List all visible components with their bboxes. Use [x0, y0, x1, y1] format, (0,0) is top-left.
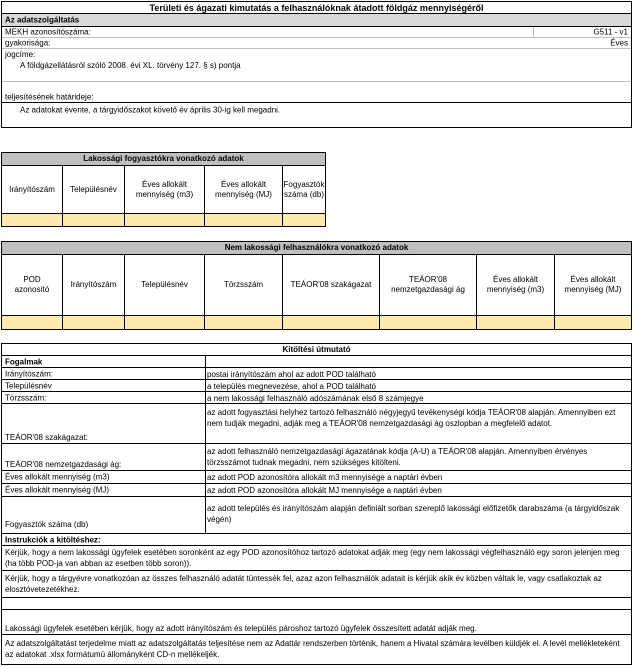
frequency-label: gyakorisága: [5, 38, 51, 48]
input-cell[interactable] [380, 316, 477, 329]
info-section-title: Az adatszolgáltatás [5, 15, 80, 25]
deadline-label: teljesítésének határideje: [5, 92, 94, 102]
instruction-row [2, 635, 631, 664]
concept-term: Törzsszám: [5, 393, 47, 402]
info-section-header [2, 14, 631, 27]
nonresidential-table [1, 241, 632, 330]
concept-desc: az adott POD azonosítóra allokált m3 mennyisége a naptári évben [207, 473, 443, 482]
input-cell[interactable] [2, 316, 63, 329]
concepts-header-row [2, 356, 631, 368]
concept-desc: az adott fogyasztási helyhez tartozó felhasználó négyjegyű tevékenységi kódja TEÁOR'08 alapján. Amennyiben ezt nem tudják megadni, adják meg a TEÁOR'08 nemzetgazdasági ág oszlopban a megfelelő adatot. [207, 408, 616, 428]
col-header-iranyitoszam: Irányítószám [2, 166, 63, 213]
col-header-fogyasztok: Fogyasztók száma (db) [283, 179, 325, 199]
instruction-spacer-row [2, 598, 631, 610]
input-cell[interactable] [283, 316, 380, 329]
instruction-row [2, 610, 631, 635]
instruction-row [2, 546, 631, 571]
mekh-value: G511 - v1 [593, 27, 628, 37]
residential-table [1, 152, 326, 227]
concept-row [2, 380, 631, 392]
concept-row [2, 444, 631, 471]
col-header-iranyitoszam: Irányítószám [63, 255, 125, 315]
instruction-text: Kérjük, hogy a tárgyévre vonatkozóan az összes felhasználó adatát tüntessék fel, azaz azon felhasználók adatait is kérjük akik év közben váltak le, vagy csatlakoztak az elosztóvetezetékhez. [5, 574, 602, 594]
input-cell[interactable] [477, 316, 555, 329]
col-header-telepulesnev: Településnév [125, 255, 205, 315]
instruction-text: Kérjük, hogy a nem lakossági ügyfelek esetében soronként az egy POD azonosítóhoz tartozó adatokat adják meg (egy nem lakossági végfelhasználó egy soron jelenjen meg (ha több POD-ja van abban az esetben több soron)). [5, 548, 620, 568]
col-header-torzsszam: Törzsszám [205, 255, 283, 315]
input-cell[interactable] [2, 214, 63, 226]
concept-row [2, 392, 631, 404]
mekh-label: MEKH azonosítószáma: [5, 27, 91, 37]
col-header-pod: POD azonosító [2, 255, 63, 315]
concepts-header: Fogalmak [5, 357, 43, 366]
nonresidential-input-row [2, 316, 631, 329]
col-header-mj: Éves allokált mennyiség (MJ) [205, 166, 283, 213]
frequency-value: Éves [610, 38, 628, 48]
info-block [1, 1, 632, 128]
concept-term: TEÁOR'08 szakágazat: [5, 433, 88, 442]
nonresidential-title: Nem lakossági felhasználókra vonatkozó adatok [2, 242, 631, 255]
col-header-m3: Éves allokált mennyiség (m3) [125, 166, 205, 213]
legal-label: jogcíme: [5, 50, 36, 59]
nonresidential-header-row [2, 255, 631, 316]
input-cell[interactable] [125, 214, 205, 226]
concept-desc: az adott POD azonosítóra allokált MJ mennyisége a naptári évben [207, 486, 442, 495]
concept-desc: a nem lakossági felhasználó adószámának első 8 számjegye [207, 394, 424, 403]
deadline-value: Az adatokat évente, a tárgyidőszakot követő év április 30-ig kell megadni. [20, 105, 281, 115]
legal-row [2, 49, 631, 82]
concept-row [2, 484, 631, 497]
col-header-mj: Éves allokált mennyiség (MJ) [564, 275, 622, 294]
concept-desc: az adott felhasználó nemzetgazdasági ágazatának kódja (A-U) a TEÁOR'08 alapján. Amennyiben érvényes törzsszámot tudnak megadni, nem szükséges kitölteni. [207, 447, 588, 467]
instructions-header-row [2, 534, 631, 546]
col-header-teaor-szakagazat: TEÁOR'08 szakágazat [283, 255, 380, 315]
concept-desc: a település megnevezése, ahol a POD található [207, 382, 376, 391]
concept-term: Éves allokált mennyiség (m3) [5, 472, 110, 482]
concept-term: TEÁOR'08 nemzetgazdasági ág: [5, 460, 122, 469]
col-header-teaor-ag: TEÁOR'08 nemzetgazdasági ág [380, 255, 477, 315]
concept-row [2, 404, 631, 444]
concept-desc: postai irányítószám ahol az adott POD található [207, 370, 376, 379]
frequency-row [2, 38, 631, 49]
residential-title: Lakossági fogyasztókra vonatkozó adatok [2, 153, 325, 166]
legal-value: A földgázellátásról szóló 2008. évi XL. törvény 127. § s) pontja [20, 61, 241, 70]
instruction-text: Lakossági ügyfelek esetében kérjük, hogy az adott irányítószám és település pároshoz tartozó ügyfelek összesített adatát adják meg. [5, 624, 477, 633]
instruction-text: Az adatszolgáltatást terjedelme miatt az adatszolgáltatás teljesítése nem az Adattár rendszerben történik, hanem a Hivatal számára levélben küldjék el. A levél mellékleteként az adatokat .xlsx formátumú állományként CD-n mellékeljék. [5, 639, 620, 659]
input-cell[interactable] [555, 316, 631, 329]
residential-header-row [2, 166, 325, 214]
input-cell[interactable] [63, 316, 125, 329]
deadline-value-row [2, 103, 631, 117]
concept-term: Fogyasztók száma (db) [5, 520, 89, 529]
instructions-header: Instrukciók a kitöltéshez: [5, 535, 101, 544]
instruction-row [2, 571, 631, 598]
concept-row [2, 471, 631, 484]
input-cell[interactable] [125, 316, 205, 329]
page-title: Területi és ágazati kimutatás a felhasználóknak átadott földgáz mennyiségéről [2, 2, 631, 14]
guide-title: Kitöltési útmutató [2, 344, 631, 356]
concept-term: Településnév [5, 381, 52, 390]
input-cell[interactable] [205, 214, 283, 226]
residential-input-row [2, 214, 325, 226]
guide-block [1, 343, 632, 665]
col-header-telepulesnev: Településnév [63, 166, 125, 213]
deadline-label-row [2, 92, 631, 103]
concept-row [2, 368, 631, 380]
col-header-m3: Éves allokált mennyiség (m3) [477, 255, 555, 315]
input-cell[interactable] [63, 214, 125, 226]
input-cell[interactable] [205, 316, 283, 329]
concept-term: Irányítószám: [5, 369, 54, 378]
concept-row [2, 497, 631, 534]
input-cell[interactable] [283, 214, 325, 226]
concept-desc: az adott település és irányítószám alapján definiált sorban szereplő lakossági előfizetők darabszáma (a tárgyidőszak végén) [207, 504, 620, 524]
mekh-row [2, 27, 631, 38]
concept-term: Éves allokált mennyiség (MJ) [5, 485, 110, 495]
